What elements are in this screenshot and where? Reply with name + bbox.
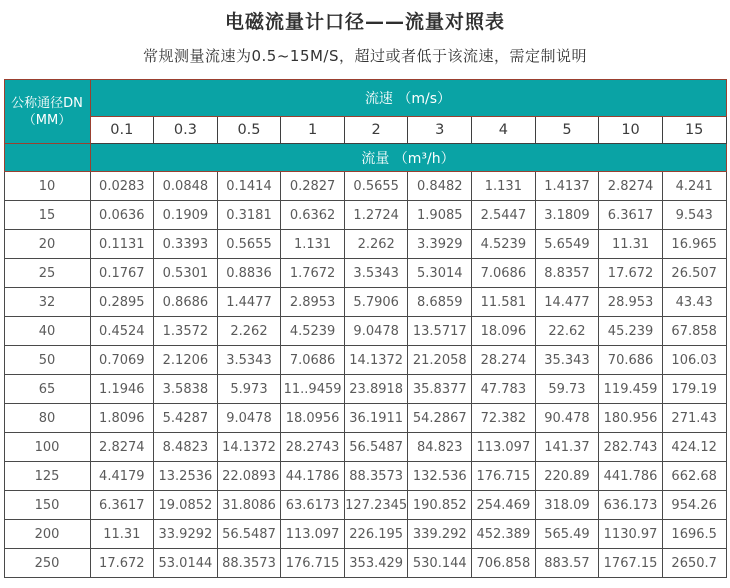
velocity-value: 15 — [662, 117, 726, 144]
flow-value: 33.9292 — [154, 520, 218, 549]
flow-value: 1.4477 — [217, 288, 281, 317]
flow-value: 16.965 — [662, 230, 726, 259]
velocity-value: 5 — [535, 117, 599, 144]
velocity-value: 0.5 — [217, 117, 281, 144]
flow-value: 18.096 — [472, 317, 536, 346]
flow-value: 1767.15 — [599, 549, 663, 578]
table-row — [4, 172, 726, 201]
flow-value: 254.469 — [472, 491, 536, 520]
flow-value: 0.5655 — [344, 172, 408, 201]
flow-value: 13.2536 — [154, 462, 218, 491]
flow-value: 424.12 — [662, 433, 726, 462]
table-row — [4, 520, 726, 549]
page-subtitle: 常规测量流速为0.5~15M/S，超过或者低于该流速，需定制说明 — [142, 47, 588, 65]
table-row — [4, 549, 726, 578]
velocity-band-header: 流速 （m/s） — [90, 80, 726, 117]
flow-value: 5.4287 — [154, 404, 218, 433]
flow-value: 17.672 — [90, 549, 154, 578]
flow-value: 3.1809 — [535, 201, 599, 230]
flow-value: 14.477 — [535, 288, 599, 317]
flow-value: 1.131 — [281, 230, 345, 259]
flow-value: 113.097 — [281, 520, 345, 549]
flow-value: 1130.97 — [599, 520, 663, 549]
table-row — [4, 462, 726, 491]
flow-value: 7.0686 — [472, 259, 536, 288]
flow-value: 53.0144 — [154, 549, 218, 578]
dn-value: 150 — [4, 491, 90, 520]
flow-value: 0.8686 — [154, 288, 218, 317]
flow-value: 0.3393 — [154, 230, 218, 259]
flow-value: 4.241 — [662, 172, 726, 201]
flow-value: 106.03 — [662, 346, 726, 375]
flow-value: 0.2827 — [281, 172, 345, 201]
flow-value: 9.543 — [662, 201, 726, 230]
flow-value: 1.8096 — [90, 404, 154, 433]
flow-value: 2.262 — [344, 230, 408, 259]
flow-value: 0.1131 — [90, 230, 154, 259]
velocity-value: 0.3 — [154, 117, 218, 144]
flow-value: 4.4179 — [90, 462, 154, 491]
flow-value: 1.1946 — [90, 375, 154, 404]
flow-value: 1696.5 — [662, 520, 726, 549]
table-row — [4, 491, 726, 520]
flow-value: 1.2724 — [344, 201, 408, 230]
flow-value: 14.1372 — [344, 346, 408, 375]
flow-value: 282.743 — [599, 433, 663, 462]
flow-value: 176.715 — [472, 462, 536, 491]
flow-value: 132.536 — [408, 462, 472, 491]
flow-value: 2.5447 — [472, 201, 536, 230]
flow-value: 35.343 — [535, 346, 599, 375]
flow-value: 176.715 — [281, 549, 345, 578]
flow-value: 35.8377 — [408, 375, 472, 404]
flow-value: 2.8274 — [90, 433, 154, 462]
flow-value: 1.7672 — [281, 259, 345, 288]
flow-value: 0.4524 — [90, 317, 154, 346]
flow-value: 13.5717 — [408, 317, 472, 346]
flow-value: 180.956 — [599, 404, 663, 433]
flow-value: 44.1786 — [281, 462, 345, 491]
dn-value: 50 — [4, 346, 90, 375]
flow-band-corner-cell — [4, 144, 90, 172]
flow-value: 72.382 — [472, 404, 536, 433]
dn-value: 65 — [4, 375, 90, 404]
flow-value: 88.3573 — [344, 462, 408, 491]
flow-value: 954.26 — [662, 491, 726, 520]
flow-value: 11..9459 — [281, 375, 345, 404]
flow-table-body — [4, 172, 726, 578]
flow-value: 226.195 — [344, 520, 408, 549]
flow-value: 0.5655 — [217, 230, 281, 259]
flow-value: 14.1372 — [217, 433, 281, 462]
flow-value: 8.6859 — [408, 288, 472, 317]
flow-value: 179.19 — [662, 375, 726, 404]
flow-value: 45.239 — [599, 317, 663, 346]
flow-value: 441.786 — [599, 462, 663, 491]
flow-value: 90.478 — [535, 404, 599, 433]
flow-band-header: 流量 （m³/h） — [90, 144, 726, 172]
flow-value: 1.9085 — [408, 201, 472, 230]
corner-header-line2: （MM） — [22, 112, 72, 128]
flow-value: 0.0636 — [90, 201, 154, 230]
dn-value: 15 — [4, 201, 90, 230]
flow-value: 0.1767 — [90, 259, 154, 288]
flow-value: 19.0852 — [154, 491, 218, 520]
flow-value: 662.68 — [662, 462, 726, 491]
flow-value: 141.37 — [535, 433, 599, 462]
dn-value: 25 — [4, 259, 90, 288]
flow-value: 119.459 — [599, 375, 663, 404]
flow-value: 353.429 — [344, 549, 408, 578]
velocity-value: 3 — [408, 117, 472, 144]
flow-value: 28.274 — [472, 346, 536, 375]
flow-value: 21.2058 — [408, 346, 472, 375]
flow-value: 67.858 — [662, 317, 726, 346]
dn-value: 125 — [4, 462, 90, 491]
flow-value: 59.73 — [535, 375, 599, 404]
flow-value: 127.2345 — [344, 491, 408, 520]
flow-value: 8.4823 — [154, 433, 218, 462]
flow-value: 0.3181 — [217, 201, 281, 230]
corner-header-line1: 公称通径DN — [11, 95, 83, 111]
flow-value: 1.131 — [472, 172, 536, 201]
table-row — [4, 201, 726, 230]
dn-value: 40 — [4, 317, 90, 346]
flow-value: 2.262 — [217, 317, 281, 346]
flow-value: 84.823 — [408, 433, 472, 462]
table-row — [4, 404, 726, 433]
flow-value: 56.5487 — [217, 520, 281, 549]
velocity-value: 4 — [472, 117, 536, 144]
dn-value: 80 — [4, 404, 90, 433]
velocity-value: 1 — [281, 117, 345, 144]
flow-value: 11.581 — [472, 288, 536, 317]
flow-value: 0.5301 — [154, 259, 218, 288]
table-row — [4, 317, 726, 346]
flow-value: 56.5487 — [344, 433, 408, 462]
dn-value: 200 — [4, 520, 90, 549]
flow-value: 0.7069 — [90, 346, 154, 375]
flow-value: 18.0956 — [281, 404, 345, 433]
flow-value: 26.507 — [662, 259, 726, 288]
flow-value: 2650.7 — [662, 549, 726, 578]
velocity-value: 0.1 — [90, 117, 154, 144]
flow-value: 565.49 — [535, 520, 599, 549]
flow-value: 4.5239 — [472, 230, 536, 259]
flow-value: 6.3617 — [90, 491, 154, 520]
flow-comparison-table — [4, 79, 727, 578]
flow-value: 54.2867 — [408, 404, 472, 433]
flow-value: 0.8836 — [217, 259, 281, 288]
flow-value: 636.173 — [599, 491, 663, 520]
flow-value: 28.2743 — [281, 433, 345, 462]
table-row — [4, 346, 726, 375]
flow-value: 31.8086 — [217, 491, 281, 520]
flow-value: 88.3573 — [217, 549, 281, 578]
flow-value: 3.5343 — [344, 259, 408, 288]
flow-value: 190.852 — [408, 491, 472, 520]
flow-value: 0.8482 — [408, 172, 472, 201]
dn-value: 250 — [4, 549, 90, 578]
flow-value: 318.09 — [535, 491, 599, 520]
flow-value: 36.1911 — [344, 404, 408, 433]
flow-value: 1.3572 — [154, 317, 218, 346]
flow-value: 2.1206 — [154, 346, 218, 375]
flow-value: 17.672 — [599, 259, 663, 288]
table-row — [4, 288, 726, 317]
flow-value: 47.783 — [472, 375, 536, 404]
flow-value: 0.2895 — [90, 288, 154, 317]
dn-value: 10 — [4, 172, 90, 201]
flow-value: 220.89 — [535, 462, 599, 491]
dn-value: 32 — [4, 288, 90, 317]
velocity-value: 2 — [344, 117, 408, 144]
flow-value: 3.3929 — [408, 230, 472, 259]
table-row — [4, 259, 726, 288]
flow-value: 2.8953 — [281, 288, 345, 317]
flow-value: 11.31 — [599, 230, 663, 259]
flow-value: 5.7906 — [344, 288, 408, 317]
flow-value: 5.6549 — [535, 230, 599, 259]
table-row — [4, 433, 726, 462]
page-title: 电磁流量计口径——流量对照表 — [224, 11, 505, 33]
flow-value: 339.292 — [408, 520, 472, 549]
flow-value: 6.3617 — [599, 201, 663, 230]
flow-value: 3.5343 — [217, 346, 281, 375]
flow-band-row — [4, 144, 726, 172]
velocity-values-row — [4, 117, 726, 144]
flow-value: 0.0848 — [154, 172, 218, 201]
flow-value: 0.0283 — [90, 172, 154, 201]
flow-value: 63.6173 — [281, 491, 345, 520]
flow-value: 4.5239 — [281, 317, 345, 346]
flow-value: 3.5838 — [154, 375, 218, 404]
flow-value: 706.858 — [472, 549, 536, 578]
dn-value: 100 — [4, 433, 90, 462]
flow-value: 1.4137 — [535, 172, 599, 201]
flow-value: 2.8274 — [599, 172, 663, 201]
flow-value: 22.62 — [535, 317, 599, 346]
flow-value: 7.0686 — [281, 346, 345, 375]
flow-value: 70.686 — [599, 346, 663, 375]
flow-value: 43.43 — [662, 288, 726, 317]
flow-value: 22.0893 — [217, 462, 281, 491]
flow-value: 113.097 — [472, 433, 536, 462]
flow-value: 9.0478 — [344, 317, 408, 346]
flow-value: 8.8357 — [535, 259, 599, 288]
flow-value: 883.57 — [535, 549, 599, 578]
flow-value: 23.8918 — [344, 375, 408, 404]
table-row — [4, 375, 726, 404]
velocity-value: 10 — [599, 117, 663, 144]
corner-header-dn — [4, 80, 90, 144]
velocity-band-row — [4, 80, 726, 117]
flow-value: 9.0478 — [217, 404, 281, 433]
flow-value: 0.1414 — [217, 172, 281, 201]
flow-value: 11.31 — [90, 520, 154, 549]
flow-value: 452.389 — [472, 520, 536, 549]
flow-value: 5.973 — [217, 375, 281, 404]
flow-value: 0.1909 — [154, 201, 218, 230]
flow-value: 530.144 — [408, 549, 472, 578]
flow-value: 0.6362 — [281, 201, 345, 230]
flow-value: 5.3014 — [408, 259, 472, 288]
flow-value: 271.43 — [662, 404, 726, 433]
flow-value: 28.953 — [599, 288, 663, 317]
table-row — [4, 230, 726, 259]
dn-value: 20 — [4, 230, 90, 259]
